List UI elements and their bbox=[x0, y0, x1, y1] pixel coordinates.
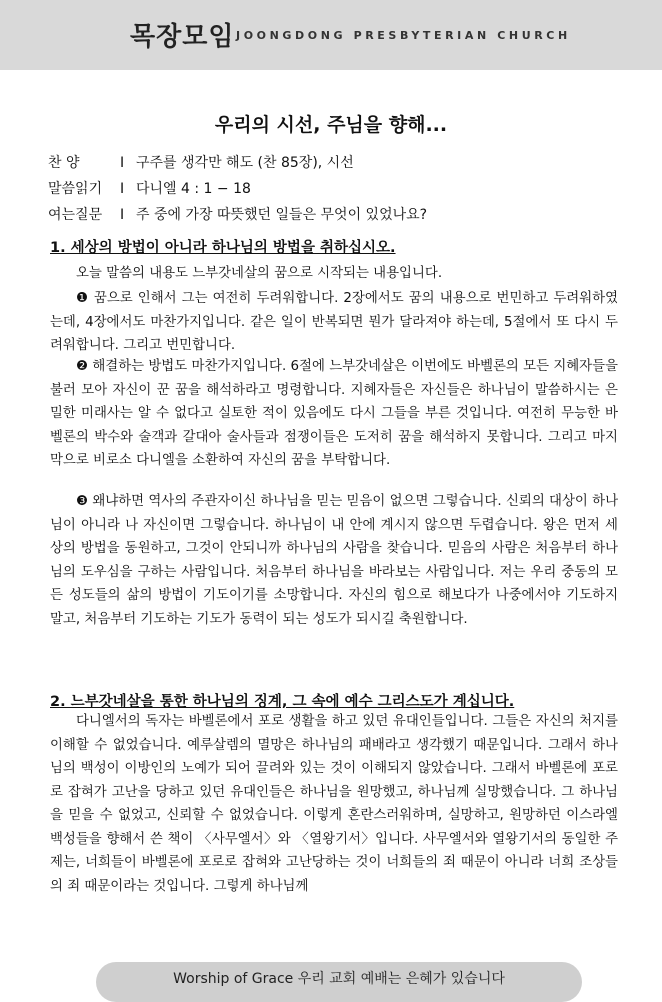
footer-text: Worship of Grace 우리 교회 예배는 은혜가 있습니다 bbox=[173, 971, 505, 987]
section-1-point-1: ❶ 꿈으로 인해서 그는 여전히 두려워합니다. 2장에서도 꿈의 내용으로 번민하고 두려워하였는데, 4장에서도 마찬가지입니다. 같은 일이 반복되면 뭔가 달라져야 하는데, 5절에서 또 다시 두려워합니다. 그리고 번민합니다. bbox=[50, 291, 618, 353]
header-bar bbox=[0, 0, 662, 70]
info-row-question bbox=[48, 202, 628, 228]
info-separator: I bbox=[120, 181, 125, 197]
section-1-intro: 오늘 말씀의 내용도 느부갓네살의 꿈으로 시작되는 내용입니다. bbox=[76, 266, 443, 281]
footer-banner bbox=[96, 962, 582, 1002]
info-label: 말씀읽기 bbox=[48, 181, 103, 197]
page-title: 우리의 시선, 주님을 향해... bbox=[214, 114, 448, 136]
section-2-heading: 2. 느부갓네살을 통한 하나님의 징계, 그 속에 예수 그리스도가 계십니다. bbox=[50, 694, 515, 710]
info-value: 구주를 생각만 해도 (찬 85장), 시선 bbox=[136, 155, 354, 171]
section-1-heading: 1. 세상의 방법이 아니라 하나님의 방법을 취하십시오. bbox=[50, 240, 396, 256]
info-value: 주 중에 가장 따뜻했던 일들은 무엇이 있었나요? bbox=[136, 207, 428, 223]
info-row-hymn bbox=[48, 150, 628, 176]
info-value: 다니엘 4 : 1 − 18 bbox=[136, 181, 251, 197]
section-1-point-3: ❸ 왜냐하면 역사의 주관자이신 하나님을 믿는 믿음이 없으면 그렇습니다. 신뢰의 대상이 하나님이 아니라 나 자신이면 그렇습니다. 하나님이 내 안에 계시지 않으면 두렵습니다. 왕은 먼저 세상의 방법을 동원하고, 그것이 안되니까 하나님의 사람을 찾습니다. 믿음의 사람은 처음부터 하나님의 도우심을 구하는 사람입니다. 처음부터 하나님을 바라보는 사람입니다. 저는 우리 중동의 모든 성도들의 삶의 방법이 기도이기를 소망합니다. 자신의 힘으로 해보다가 나중에서야 기도하지 말고, 처음부터 기도하는 기도가 동력이 되는 성도가 되시길 축원합니다. bbox=[50, 494, 618, 627]
info-label: 여는질문 bbox=[48, 207, 103, 223]
info-separator: I bbox=[120, 207, 125, 223]
info-label: 찬 양 bbox=[48, 155, 80, 171]
header-title-korean: 목장모임 bbox=[130, 22, 235, 52]
service-info bbox=[48, 150, 628, 228]
section-1-point-2: ❷ 해결하는 방법도 마찬가지입니다. 6절에 느부갓네살은 이번에도 바벨론의 모든 지혜자들을 불러 모아 자신이 꾼 꿈을 해석하라고 명령합니다. 지혜자들은 자신들은 하나님이 말씀하시는 은밀한 미래사는 알 수 없다고 실토한 적이 있음에도 다시 그들을 부른 것입니다. 여전히 무능한 바벨론의 박수와 술객과 갈대아 술사들과 점쟁이들은 도저히 꿈을 해석하지 못합니다. 그리고 마지막으로 비로소 다니엘을 소환하여 자신의 꿈을 부탁합니다. bbox=[50, 359, 618, 468]
info-row-reading bbox=[48, 176, 628, 202]
info-separator: I bbox=[120, 155, 125, 171]
header-title-english: JOONGDONG PRESBYTERIAN CHURCH bbox=[236, 29, 571, 42]
section-2-paragraph: 다니엘서의 독자는 바벨론에서 포로 생활을 하고 있던 유대인들입니다. 그들은 자신의 처지를 이해할 수 없었습니다. 예루살렘의 멸망은 하나님의 패배라고 생각했기 때문입니다. 그래서 하나님의 백성이 이방인의 노예가 되어 끌려와 있는 것이 이해되지 않았습니다. 그래서 바벨론에 포로로 잡혀가 고난을 당하고 있던 유대인들은 하나님을 원망했고, 하나님께 실망했습니다. 그 하나님을 믿을 수 없었고, 신뢰할 수 없었습니다. 이렇게 혼란스러워하며, 실망하고, 원망하던 이스라엘 백성들을 향해서 쓴 책이 〈사무엘서〉와 〈열왕기서〉입니다. 사무엘서와 열왕기서의 동일한 주제는, 너희들이 바벨론에 포로로 잡혀와 고난당하는 것이 너희들의 죄 때문이 아니라 너희 조상들의 죄 때문이라는 것입니다. 그렇게 하나님께 bbox=[50, 714, 618, 894]
